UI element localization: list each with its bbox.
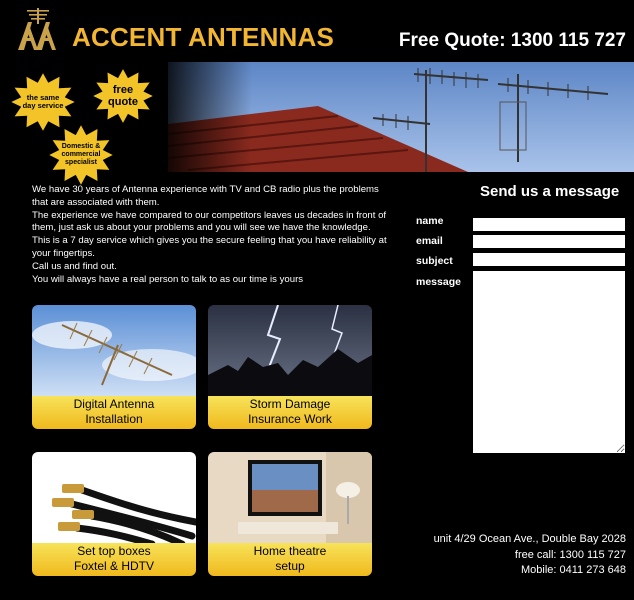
intro-paragraph: Call us and find out. [32,260,117,272]
service-tile-storm-damage[interactable] [208,305,372,429]
intro-paragraph: You will always have a real person to talk to as our time is yours [32,273,304,285]
badge-text: specialist [65,158,97,166]
home-theatre-image [208,452,372,544]
badge-text: the same [26,92,60,102]
badge-text: Domestic & [61,143,101,151]
service-label: Home theatre setup [208,543,372,576]
mobile-line: Mobile: 0411 273 648 [521,564,626,576]
intro-paragraph: We have 30 years of Antenna experience with TV and CB radio plus the problems that are associated with them. [32,184,379,208]
name-input[interactable] [473,218,625,231]
free-quote-phone[interactable]: Free Quote: 1300 115 727 [398,30,626,51]
message-label: message [416,276,461,288]
service-label: Storm Damage Insurance Work [208,396,372,429]
badge-text: commercial [61,151,101,159]
service-tile-digital-antenna[interactable] [32,305,196,429]
same-day-service-badge [10,72,76,132]
intro-paragraph: This is a 7 day service which gives you the secure feeling that you have reliability at your fingertips. [32,235,387,259]
service-tile-home-theatre[interactable] [208,452,372,576]
brand-name: ACCENT ANTENNAS [72,22,335,52]
service-label: Set top boxes Foxtel & HDTV [32,543,196,576]
domestic-commercial-badge [48,124,114,186]
intro-text [32,184,388,286]
hero-image [168,62,634,172]
antenna-image [32,305,196,397]
name-label: name [416,215,444,227]
email-input[interactable] [473,235,625,248]
badge-text: free [112,83,134,96]
cables-image [32,452,196,544]
intro-paragraph: The experience we have compared to our competitors leaves us decades in front of them, just ask us about your problems and you will see we have the knowledge. [32,209,387,234]
form-title: Send us a message [480,183,620,200]
contact-address [434,532,626,579]
badge-text: quote [108,96,138,108]
message-textarea[interactable] [473,271,625,453]
badge-text: day service [22,101,64,110]
free-call-line: free call: 1300 115 727 [514,548,626,561]
logo [12,6,64,58]
service-tile-set-top-boxes[interactable] [32,452,196,576]
service-label: Digital Antenna Installation [32,396,196,429]
free-quote-badge [92,68,154,124]
storm-image [208,305,372,397]
subject-label: subject [416,255,453,267]
subject-input[interactable] [473,253,625,266]
email-label: email [416,235,443,247]
address-line: unit 4/29 Ocean Ave., Double Bay 2028 [433,533,626,545]
